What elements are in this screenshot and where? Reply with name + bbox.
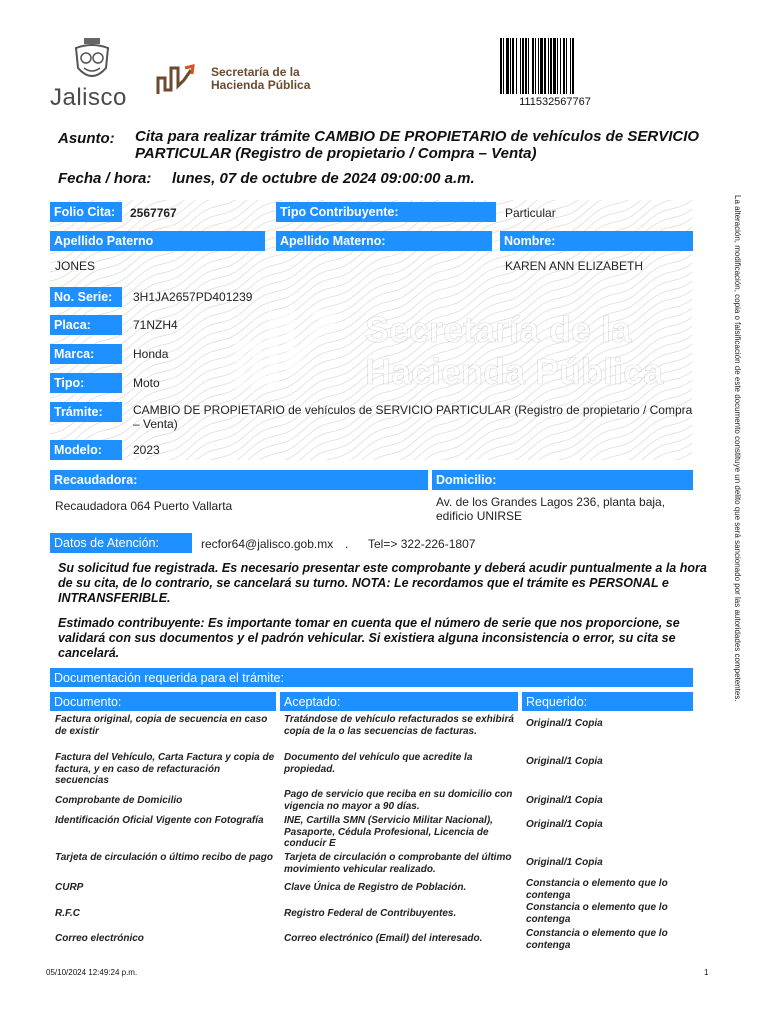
atencion-email: recfor64@jalisco.gob.mx [201, 537, 334, 551]
tramite-label: Trámite: [50, 402, 122, 422]
barcode-number: 111532567767 [519, 96, 591, 108]
col-documento: Documento: [50, 692, 276, 711]
doc-row-7-requerido: Constancia o elemento que lo contenga [526, 902, 668, 925]
placa-label: Placa: [50, 315, 122, 335]
tipo-vehiculo-label: Tipo: [50, 373, 122, 393]
marca-value: Honda [133, 347, 169, 361]
footer-datetime: 05/10/2024 12:49:24 p.m. [46, 968, 138, 977]
watermark-logo [235, 300, 695, 400]
doc-row-8-aceptado: Correo electrónico (Email) del interesado. [284, 933, 483, 944]
doc-row-6-aceptado: Clave Única de Registro de Población. [284, 882, 467, 893]
asunto-label: Asunto: [58, 130, 115, 147]
col-requerido: Requerido: [522, 692, 693, 711]
jalisco-logo [50, 38, 140, 114]
doc-row-5-requerido: Original/1 Copia [526, 857, 603, 868]
hacienda-wordmark: Secretaría de la Hacienda Pública [211, 65, 311, 92]
doc-row-1-aceptado: Tratándose de vehículo refacturados se exhibirá copia de la o las secuencias de facturas. [284, 714, 514, 737]
marca-label: Marca: [50, 344, 122, 364]
doc-row-6-requerido: Constancia o elemento que lo contenga [526, 878, 668, 901]
doc-row-5-aceptado: Tarjeta de circulación o comprobante del último movimiento vehicular realizado. [284, 852, 512, 875]
legal-side-text: La alteración, modificación, copia o falsificación de este documento constituye un delito que será sancionado por las autoridades competentes. [733, 195, 742, 702]
doc-row-2-documento: Factura del Vehículo, Carta Factura y copia de factura, y en caso de refacturación secuencias [55, 752, 275, 786]
nota-registrada: Su solicitud fue registrada. Es necesario presentar este comprobante y deberá acudir puntualmente a la hora de su cita, de lo contrario, se cancelará su turno. NOTA: Le recordamos que el trámite es PERSONAL e INTRANSFERIBLE. [58, 561, 707, 605]
placa-value: 71NZH4 [133, 318, 178, 332]
doc-row-8-requerido: Constancia o elemento que lo contenga [526, 928, 668, 951]
nota-estimado: Estimado contribuyente: Es importante tomar en cuenta que el número de serie que nos proporcione, se validará con sus documentos y el padrón vehicular. Si existiera alguna inconsistencia o error, su cita se cancelará. [58, 616, 680, 660]
tipo-vehiculo-value: Moto [133, 376, 160, 390]
hacienda-chart-icon [155, 60, 199, 96]
doc-row-8-documento: Correo electrónico [55, 933, 144, 944]
folio-value: 2567767 [130, 206, 177, 220]
col-aceptado: Aceptado: [280, 692, 518, 711]
page-number: 1 [704, 968, 709, 977]
doc-row-3-requerido: Original/1 Copia [526, 795, 603, 806]
modelo-value: 2023 [133, 443, 160, 457]
modelo-label: Modelo: [50, 440, 122, 460]
recaudadora-label: Recaudadora: [50, 470, 428, 490]
atencion-telefono: Tel=> 322-226-1807 [368, 537, 476, 551]
jalisco-wordmark: Jalisco [50, 84, 127, 111]
doc-row-4-documento: Identificación Oficial Vigente con Fotografía [55, 815, 264, 826]
barcode [500, 38, 608, 94]
domicilio-value: Av. de los Grandes Lagos 236, planta baja, edificio UNIRSE [436, 495, 666, 523]
folio-label: Folio Cita: [50, 202, 122, 222]
apellido-materno-label: Apellido Materno: [276, 231, 492, 251]
doc-row-1-documento: Factura original, copia de secuencia en caso de existir [55, 714, 268, 737]
doc-row-3-documento: Comprobante de Domicilio [55, 795, 183, 806]
datos-atencion-label: Datos de Atención: [50, 533, 192, 553]
coat-of-arms-icon [70, 38, 114, 84]
apellido-paterno-label: Apellido Paterno [50, 231, 265, 251]
apellido-paterno-value: JONES [55, 259, 96, 273]
doc-row-4-requerido: Original/1 Copia [526, 819, 603, 830]
doc-row-1-requerido: Original/1 Copia [526, 718, 603, 729]
doc-row-7-documento: R.F.C [55, 908, 80, 919]
fecha-value: lunes, 07 de octubre de 2024 09:00:00 a.m. [172, 170, 475, 187]
tramite-value: CAMBIO DE PROPIETARIO de vehículos de SERVICIO PARTICULAR (Registro de propietario / Compra – Venta) [133, 403, 693, 431]
doc-row-3-aceptado: Pago de servicio que reciba en su domicilio con vigencia no mayor a 90 días. [284, 789, 513, 812]
serie-value: 3H1JA2657PD401239 [133, 290, 253, 304]
tipo-contribuyente-label: Tipo Contribuyente: [276, 202, 496, 222]
watermark-line1: Secretaría de la [365, 309, 632, 350]
serie-label: No. Serie: [50, 287, 122, 307]
nombre-label: Nombre: [500, 231, 693, 251]
tipo-contribuyente-value: Particular [505, 206, 556, 220]
doc-row-4-aceptado: INE, Cartilla SMN (Servicio Militar Nacional), Pasaporte, Cédula Profesional, Licencia de conducir E [284, 815, 493, 849]
doc-row-6-documento: CURP [55, 882, 84, 893]
doc-row-7-aceptado: Registro Federal de Contribuyentes. [284, 908, 457, 919]
nombre-value: KAREN ANN ELIZABETH [505, 259, 644, 273]
atencion-separator: . [345, 537, 349, 551]
doc-row-2-requerido: Original/1 Copia [526, 756, 603, 767]
hacienda-logo [155, 58, 355, 100]
asunto-text: Cita para realizar trámite CAMBIO DE PROPIETARIO de vehículos de SERVICIO PARTICULAR (Registro de propietario / Compra – Venta) [135, 128, 700, 162]
docs-title: Documentación requerida para el trámite: [50, 668, 693, 687]
fecha-label: Fecha / hora: [58, 170, 152, 187]
watermark-line2: Hacienda Pública [365, 351, 664, 392]
doc-row-5-documento: Tarjeta de circulación o último recibo de pago [55, 852, 274, 863]
recaudadora-value: Recaudadora 064 Puerto Vallarta [55, 499, 233, 513]
doc-row-2-aceptado: Documento del vehículo que acredite la propiedad. [284, 752, 473, 775]
domicilio-label: Domicilio: [432, 470, 693, 490]
